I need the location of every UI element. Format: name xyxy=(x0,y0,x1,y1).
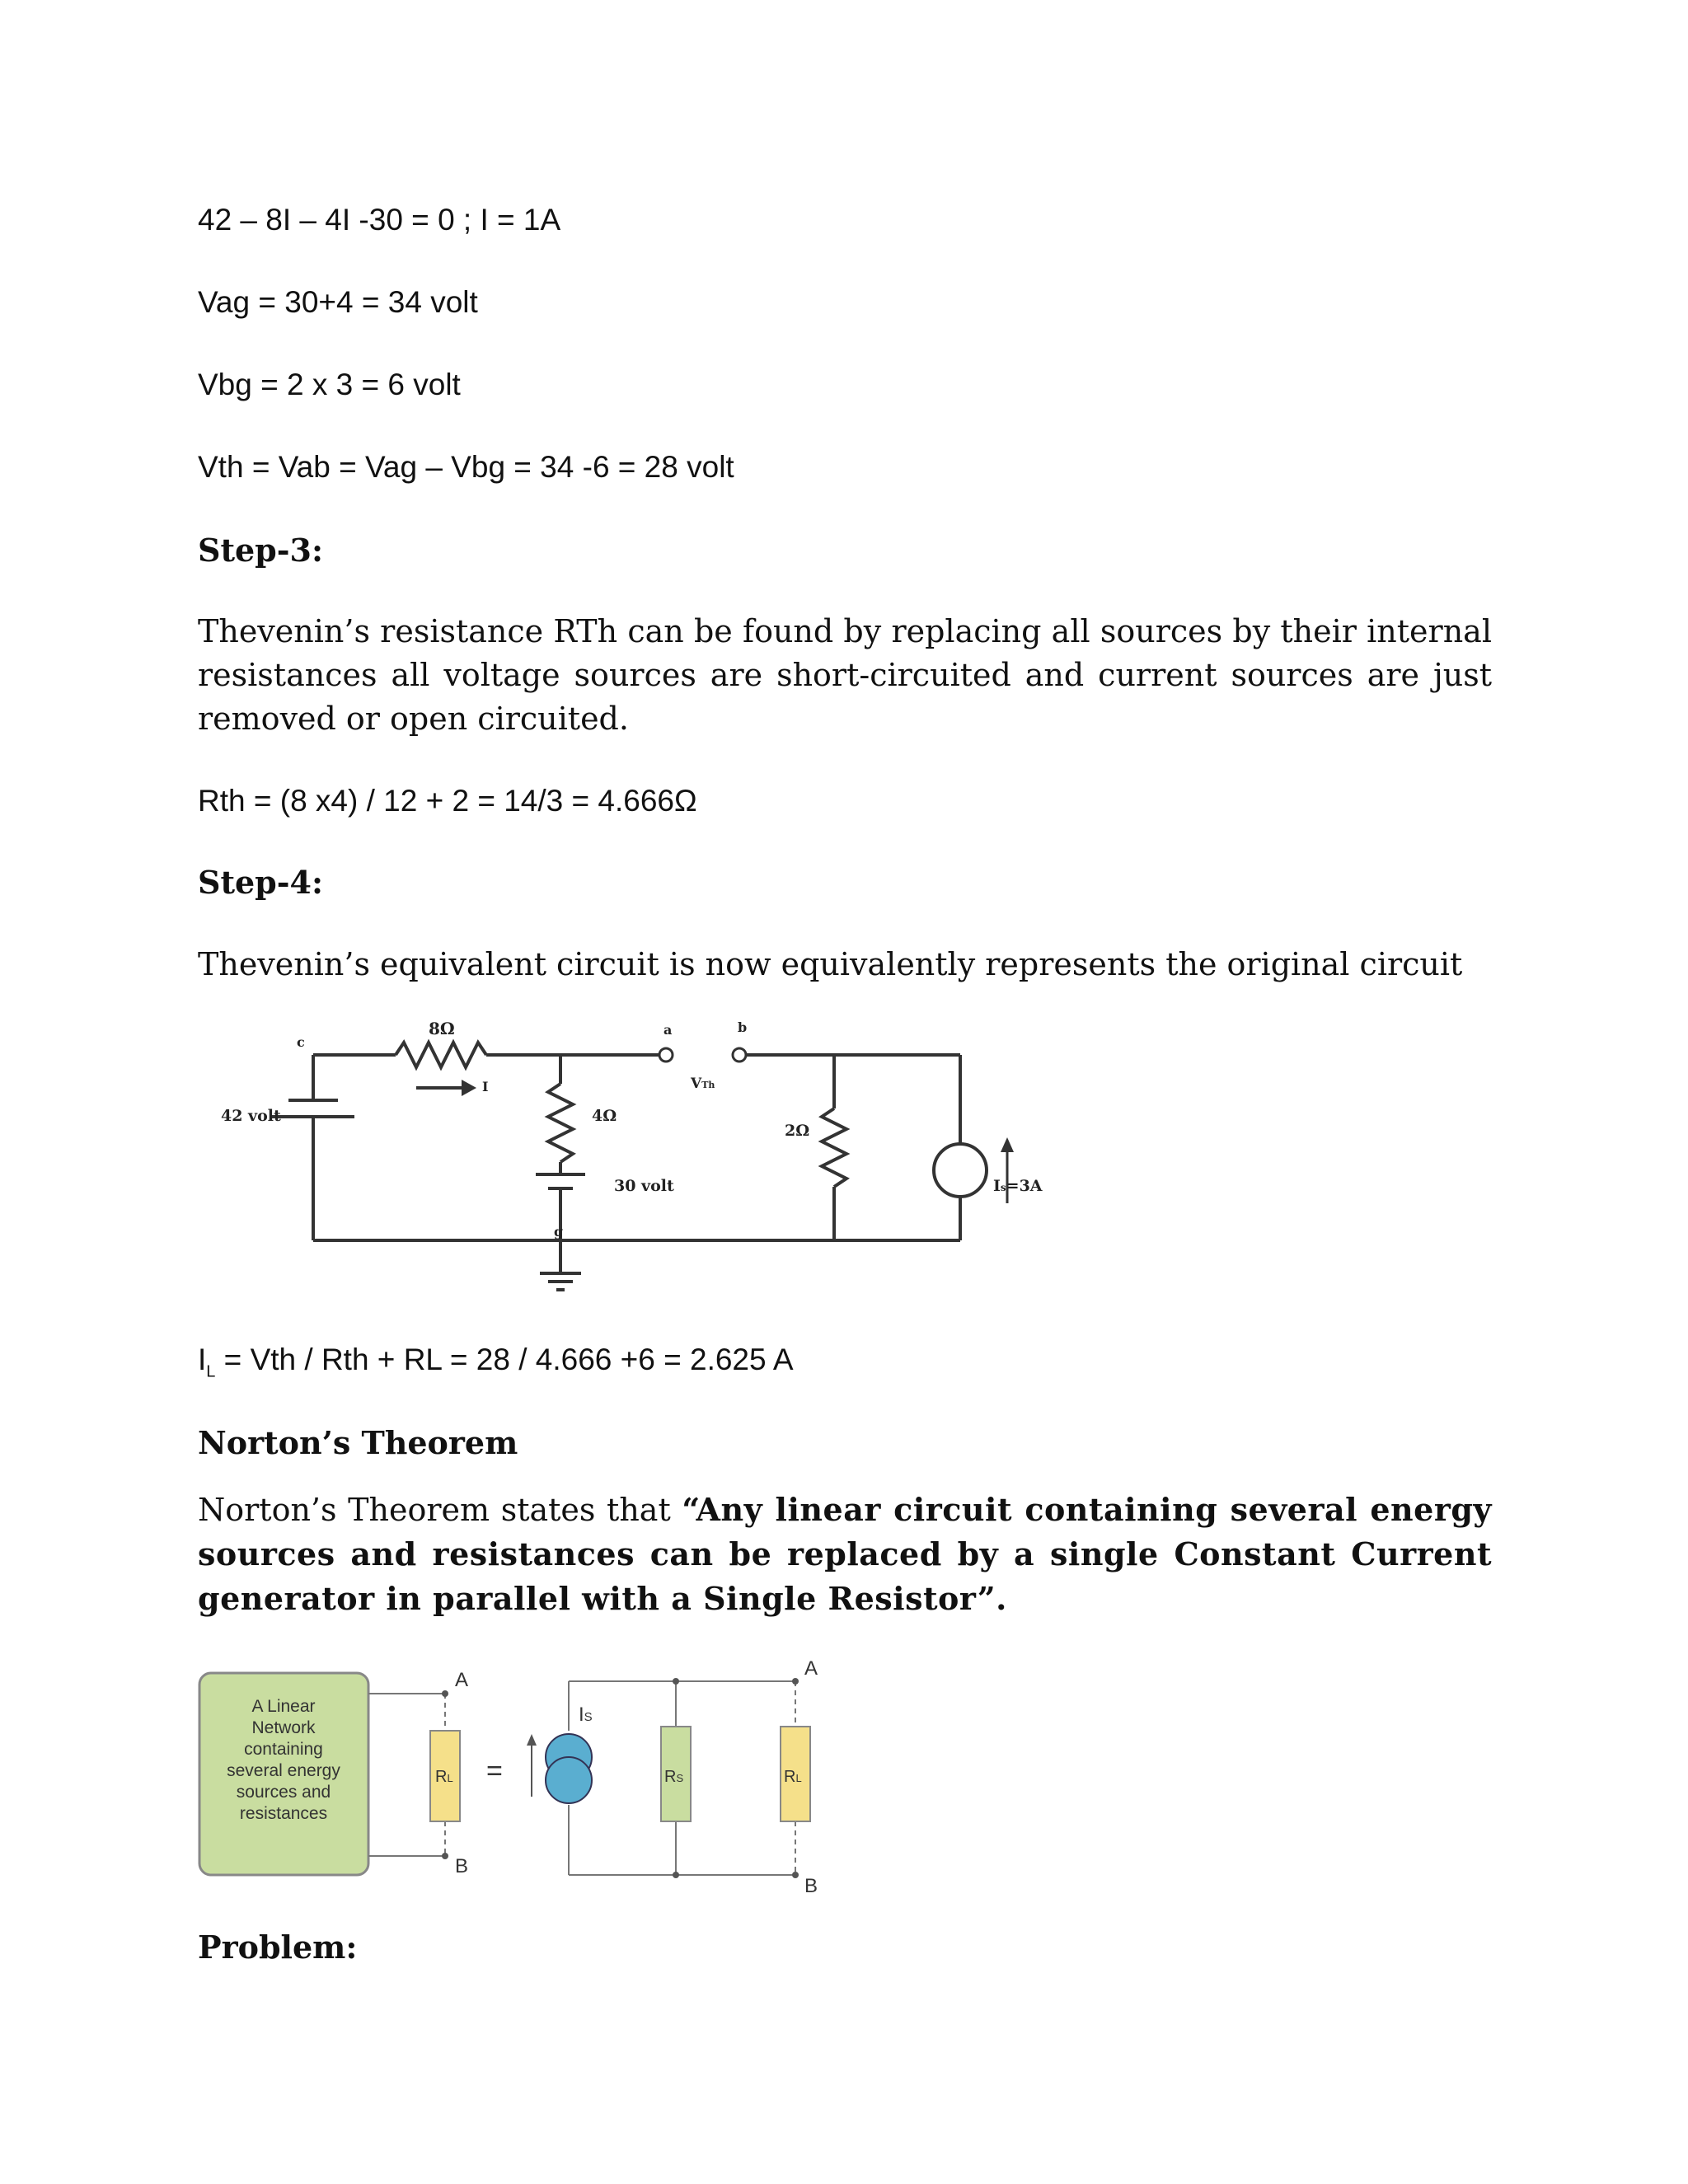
v30-label: 30 volt xyxy=(614,1177,674,1195)
rth-paragraph: Thevenin’s resistance RTh can be found by replacing all sources by their internal resistances all voltage sources are short-circuited and current sources are just removed or open circuited. xyxy=(198,613,1492,737)
is-sub: s xyxy=(1000,1182,1006,1193)
rl-right-sub: L xyxy=(795,1772,802,1784)
node-b-right-label: B xyxy=(804,1875,818,1897)
step3-heading: Step-3: xyxy=(198,532,323,569)
box-line-6: resistances xyxy=(239,1804,328,1823)
equals-sign: = xyxy=(486,1755,503,1787)
equation-kvl: 42 – 8I – 4I -30 = 0 ; I = 1A xyxy=(198,203,561,237)
r2-label: 2Ω xyxy=(785,1122,810,1140)
problem-heading: Problem: xyxy=(198,1929,358,1966)
node-b-left-label: B xyxy=(455,1855,469,1877)
node-c-label: c xyxy=(297,1034,305,1050)
svg-text:Is=3A xyxy=(993,1177,1043,1195)
rl-right-label: R xyxy=(784,1768,796,1786)
il-rest: = Vth / Rth + RL = 28 / 4.666 +6 = 2.625 A xyxy=(215,1343,794,1376)
norton-paragraph xyxy=(198,1488,1492,1621)
norton-intro: Norton’s Theorem states that xyxy=(198,1492,682,1528)
equation-vag: Vag = 30+4 = 34 volt xyxy=(198,285,478,319)
node-b-label: b xyxy=(738,1019,748,1035)
thevenin-equivalent-text: Thevenin’s equivalent circuit is now equivalently represents the original circuit xyxy=(198,946,1463,982)
norton-heading: Norton’s Theorem xyxy=(198,1424,518,1461)
norton-equivalent-diagram xyxy=(0,1648,1688,1896)
r4-label: 4Ω xyxy=(592,1107,617,1125)
equation-il xyxy=(198,1342,794,1381)
il-symbol: I xyxy=(198,1343,207,1376)
box-line-5: sources and xyxy=(236,1783,331,1802)
rs-sub: S xyxy=(676,1772,684,1784)
vth-label: V xyxy=(691,1076,702,1092)
svg-text:IS xyxy=(579,1704,593,1726)
thevenin-circuit-diagram xyxy=(0,1005,1688,1302)
box-line-3: containing xyxy=(244,1740,323,1759)
box-line-1: A Linear xyxy=(251,1697,316,1716)
is-diagram-label: I xyxy=(579,1704,584,1726)
node-a-right-label: A xyxy=(804,1657,818,1680)
is-value: =3A xyxy=(1006,1177,1043,1195)
current-source-bottom xyxy=(546,1757,592,1803)
equation-vbg: Vbg = 2 x 3 = 6 volt xyxy=(198,368,461,401)
box-line-4: several energy xyxy=(227,1761,340,1780)
equation-vth: Vth = Vab = Vag – Vbg = 34 -6 = 28 volt xyxy=(198,450,734,484)
node-g-label: g xyxy=(554,1224,564,1240)
node-a-label: a xyxy=(663,1022,673,1038)
norton-quote: “Any linear circuit containing several energy sources and resistances can be replaced by a single Constant Current generator in parallel with a Single Resistor”. xyxy=(198,1491,1492,1617)
is-label: I xyxy=(993,1177,1001,1195)
equation-rth: Rth = (8 x4) / 12 + 2 = 14/3 = 4.666Ω xyxy=(198,784,697,818)
vth-sub: Th xyxy=(701,1080,715,1090)
current-i-label: I xyxy=(482,1079,489,1094)
step4-heading: Step-4: xyxy=(198,864,323,901)
is-diagram-sub: S xyxy=(584,1710,593,1724)
v42-label: 42 volt xyxy=(221,1107,281,1125)
rs-label: R xyxy=(664,1768,677,1786)
r8-label: 8Ω xyxy=(429,1019,455,1038)
rl-left-sub: L xyxy=(447,1772,453,1784)
il-subscript: L xyxy=(206,1362,216,1381)
svg-text:VTh xyxy=(690,1076,715,1092)
box-line-2: Network xyxy=(251,1718,316,1737)
rl-left-label: R xyxy=(435,1768,448,1786)
node-a-left-label: A xyxy=(455,1669,469,1691)
